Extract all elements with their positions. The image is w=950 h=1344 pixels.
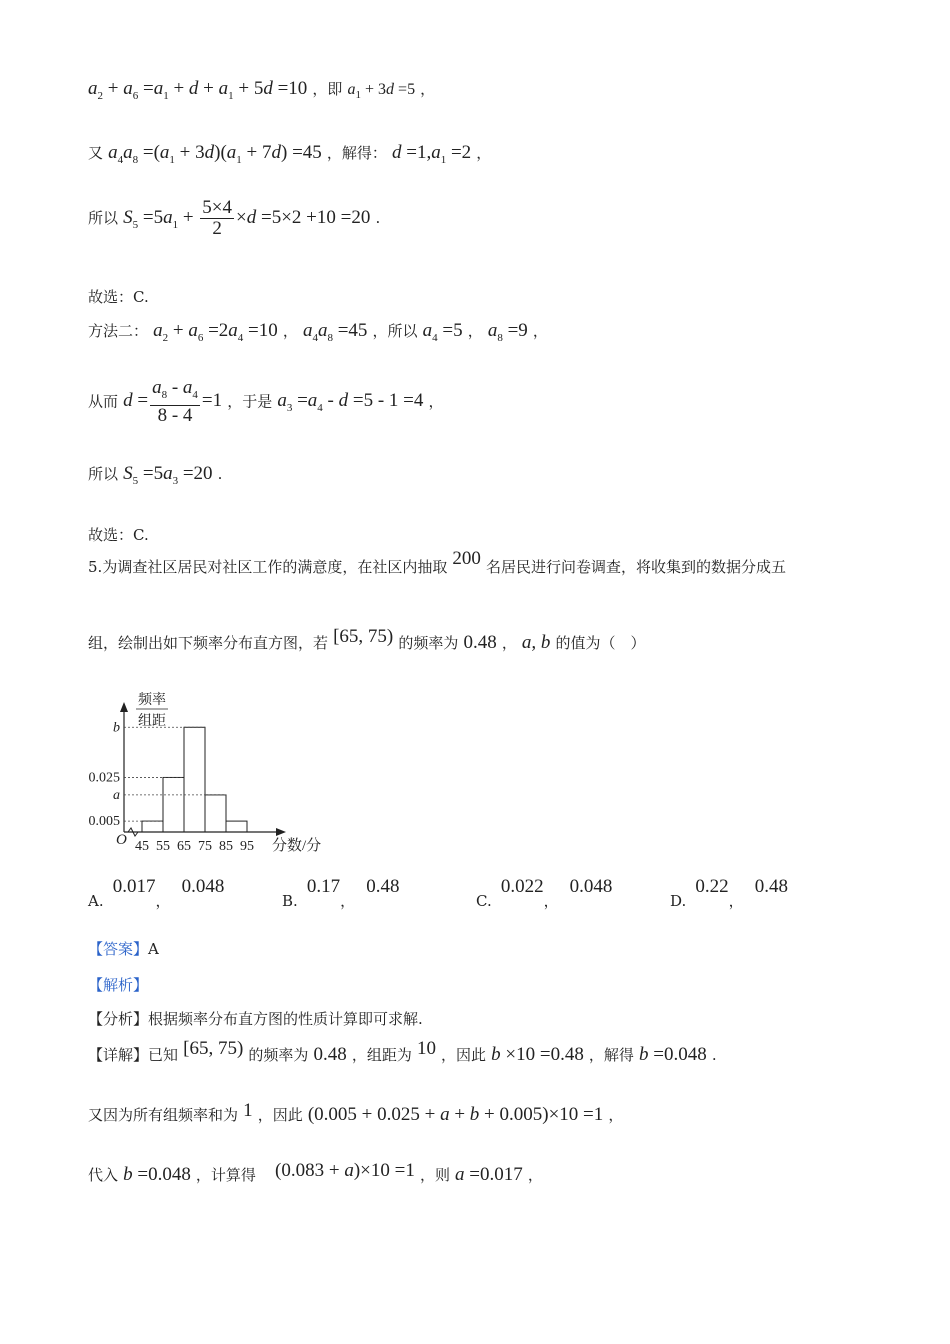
detail-text: 代入 bbox=[88, 1166, 119, 1184]
text-ji: ，即 bbox=[312, 80, 343, 98]
detail-line bbox=[88, 1038, 717, 1066]
equation-b-times: b ×10 =0.48 bbox=[491, 1044, 584, 1065]
question-5-line-2 bbox=[88, 626, 646, 654]
punct: ， bbox=[467, 322, 483, 340]
punct: ， bbox=[340, 892, 356, 910]
option-value: 0.22 bbox=[695, 876, 729, 897]
equation-solution: $d =1,a_1 =2$ bbox=[392, 142, 472, 166]
method-two-line bbox=[88, 320, 548, 344]
text-jiede: ，解得： bbox=[326, 144, 387, 162]
equation-a4-value: $a_4 =5$ bbox=[422, 320, 463, 344]
equation-b-value: b =0.048 bbox=[639, 1044, 707, 1065]
punct: ， bbox=[501, 634, 517, 652]
option-label: C. bbox=[476, 892, 492, 910]
answer-tag: 【答案】 bbox=[88, 940, 149, 958]
option-value: 0.048 bbox=[181, 876, 225, 897]
equation-result: $a_1 + 3d =5$ bbox=[347, 81, 416, 102]
interval: [65, 75) bbox=[333, 626, 394, 647]
punct: . bbox=[711, 1046, 717, 1064]
equation-sum-freq: (0.005 + 0.025 + a + b + 0.005)×10 =1 bbox=[307, 1104, 604, 1125]
equation-d: d = $\frac{a_8 - a_4}{8 - 4}$ =1 bbox=[123, 377, 223, 426]
option-c[interactable] bbox=[476, 876, 613, 910]
text-suoyi: 所以 bbox=[88, 465, 119, 483]
analysis-tag: 【解析】 bbox=[88, 976, 149, 994]
option-label: B. bbox=[282, 892, 298, 910]
x-axis-arrow bbox=[276, 828, 286, 836]
equation-computed: (0.083 + a)×10 =1 bbox=[275, 1160, 415, 1181]
question-text: 的值为（ ） bbox=[555, 634, 646, 652]
punct: ， bbox=[527, 1166, 543, 1184]
detail-text: ，组距为 bbox=[351, 1046, 412, 1064]
punct: ， bbox=[532, 322, 548, 340]
detail-line-2 bbox=[88, 1100, 624, 1126]
x-tick-label: 55 bbox=[156, 839, 170, 854]
option-b[interactable] bbox=[282, 876, 400, 910]
question-number: 5. bbox=[88, 558, 103, 576]
punct: ， bbox=[476, 144, 492, 162]
solution-line-6 bbox=[88, 378, 444, 426]
detail-text: ，解得 bbox=[588, 1046, 634, 1064]
detail-tag: 【详解】 bbox=[88, 1046, 149, 1064]
detail-text: ，计算得 bbox=[195, 1166, 256, 1184]
solution-line-7 bbox=[88, 463, 222, 487]
y-axis-label-bottom: 组距 bbox=[138, 714, 166, 729]
y-tick-label: a bbox=[113, 787, 120, 803]
equation-a4a8: $a_4a_8 =45$ bbox=[302, 320, 368, 344]
y-tick-label: b bbox=[113, 720, 120, 736]
text-method-two: 方法二： bbox=[88, 322, 149, 340]
equation-a3: $a_3 =a_4 - d =5 - 1 =4$ bbox=[277, 390, 424, 415]
x-tick-label: 45 bbox=[135, 839, 149, 854]
equation-s5-alt: $S_5 =5a_3 =20$ bbox=[123, 463, 213, 487]
y-tick-label: 0.005 bbox=[88, 814, 120, 830]
fenxi-tag: 【分析】 bbox=[88, 1010, 149, 1028]
solution-line-3 bbox=[88, 198, 380, 239]
solution-line-1 bbox=[88, 78, 435, 102]
interval: [65, 75) bbox=[183, 1038, 244, 1059]
option-value: 0.048 bbox=[569, 876, 613, 897]
histogram-bar bbox=[163, 777, 184, 832]
option-value: 0.48 bbox=[754, 876, 788, 897]
option-value: 0.17 bbox=[306, 876, 341, 897]
detail-text: ，因此 bbox=[257, 1106, 303, 1124]
fenxi-line bbox=[88, 1008, 423, 1029]
x-axis-label: 分数/分 bbox=[272, 838, 322, 854]
equation-a8-value: $a_8 =9$ bbox=[487, 320, 528, 344]
question-text: 名居民进行问卷调查，将收集到的数据分成五 bbox=[486, 558, 787, 576]
punct: ， bbox=[428, 392, 444, 411]
x-tick-label: 65 bbox=[177, 839, 191, 854]
option-value: 0.017 bbox=[112, 876, 156, 897]
question-5-line-1 bbox=[88, 548, 787, 578]
choice-line-2: 故选：C. bbox=[88, 526, 149, 544]
detail-text: 又因为所有组频率和为 bbox=[88, 1106, 239, 1124]
y-tick-label: 0.025 bbox=[88, 770, 120, 786]
text-suoyi: 所以 bbox=[88, 208, 119, 227]
punct: ， bbox=[155, 892, 171, 910]
equation-a4: $a_2 + a_6 =2a_4 =10$ bbox=[153, 320, 278, 344]
text-congerr: 从而 bbox=[88, 392, 119, 411]
answer-line bbox=[88, 938, 159, 959]
histogram-bar bbox=[205, 795, 226, 832]
detail-text: 已知 bbox=[148, 1046, 179, 1064]
total-frequency: 1 bbox=[243, 1100, 253, 1121]
histogram-bar bbox=[184, 727, 205, 832]
text-suoyi: ，所以 bbox=[372, 322, 418, 340]
equation-s5: $S_5 =5a_1$ + $\frac{5\times 4}{2}$ ×d =5×2 +10 =20 bbox=[123, 197, 371, 239]
equation-b-sub: b =0.048 bbox=[123, 1164, 191, 1185]
solution-line-2 bbox=[88, 142, 491, 166]
x-tick-label: 95 bbox=[240, 839, 254, 854]
x-tick-label: 85 bbox=[219, 839, 233, 854]
histogram-bar bbox=[142, 821, 163, 832]
option-label: D. bbox=[670, 892, 687, 910]
y-axis-arrow bbox=[120, 702, 128, 712]
text-yushi: ，于是 bbox=[227, 392, 273, 411]
variables: a, b bbox=[521, 632, 551, 653]
option-value: 0.022 bbox=[500, 876, 544, 897]
frequency-histogram bbox=[80, 686, 340, 862]
punct: ， bbox=[282, 322, 298, 340]
histogram-bar bbox=[226, 821, 247, 832]
text-you: 又 bbox=[88, 144, 104, 162]
equation-a-value: a =0.017 bbox=[455, 1164, 523, 1185]
origin-label: O bbox=[116, 832, 127, 848]
question-text: 组，绘制出如下频率分布直方图，若 bbox=[88, 634, 329, 652]
question-text: 的频率为 bbox=[398, 634, 459, 652]
punct: . bbox=[375, 208, 381, 227]
punct: ， bbox=[728, 892, 744, 910]
option-d[interactable] bbox=[670, 876, 788, 910]
detail-line-3 bbox=[88, 1160, 543, 1186]
punct: ， bbox=[420, 80, 436, 98]
punct: ， bbox=[543, 892, 559, 910]
detail-text: ，因此 bbox=[441, 1046, 487, 1064]
option-label: A. bbox=[88, 892, 104, 910]
y-axis-label-top: 频率 bbox=[138, 693, 166, 708]
equation-product: $a_4a_8 =(a_1 + 3d)(a_1 + 7d) =45$ bbox=[108, 142, 322, 166]
answer-value: A bbox=[148, 940, 159, 958]
punct: ， bbox=[608, 1106, 624, 1124]
equation-sum: $a_2 + a_6 =a_1 + d + a_1 + 5d =10$ bbox=[88, 78, 308, 102]
option-value: 0.48 bbox=[366, 876, 400, 897]
group-width: 10 bbox=[416, 1038, 436, 1059]
question-text: 为调查社区居民对社区工作的满意度，在社区内抽取 bbox=[102, 558, 448, 576]
x-tick-label: 75 bbox=[198, 839, 212, 854]
frequency-value: 0.48 bbox=[313, 1044, 347, 1065]
option-a[interactable] bbox=[88, 876, 225, 910]
punct: . bbox=[217, 465, 223, 483]
choice-line-1: 故选：C. bbox=[88, 288, 149, 306]
detail-text: ，则 bbox=[419, 1166, 450, 1184]
detail-text: 的频率为 bbox=[248, 1046, 309, 1064]
frequency-value: 0.48 bbox=[463, 632, 497, 653]
fenxi-text: 根据频率分布直方图的性质计算即可求解. bbox=[148, 1010, 423, 1028]
sample-count: 200 bbox=[452, 548, 481, 569]
